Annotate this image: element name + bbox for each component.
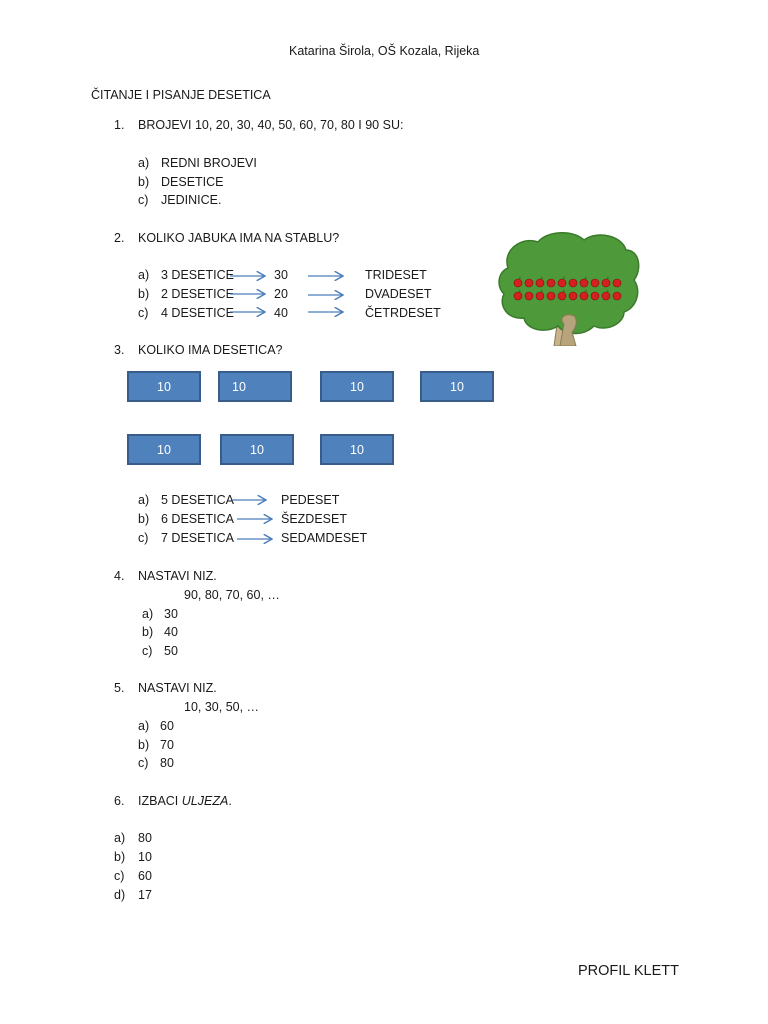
ten-box: 10 xyxy=(320,434,394,465)
q1-option-a-letter: a) xyxy=(138,156,150,170)
q6-option-d-letter: d) xyxy=(114,888,126,902)
q4-option-b-text: 40 xyxy=(164,625,178,639)
q6-option-a-letter: a) xyxy=(114,831,126,845)
page-header: Katarina Širola, OŠ Kozala, Rijeka xyxy=(289,44,480,58)
q5-option-a-letter: a) xyxy=(138,719,150,733)
ten-box: 10 xyxy=(220,434,294,465)
ten-box: 10 xyxy=(127,434,201,465)
q6-option-c-text: 60 xyxy=(138,869,152,883)
page-title: ČITANJE I PISANJE DESETICA xyxy=(91,88,271,102)
q4-option-b-letter: b) xyxy=(142,625,154,639)
q6-text-prefix: IZBACI xyxy=(138,794,182,808)
q2-row-a-number: 30 xyxy=(274,268,288,282)
q5-sequence: 10, 30, 50, … xyxy=(184,700,260,714)
q2-row-b-tens: 2 DESETICE xyxy=(161,287,234,301)
q3-row-b-word: ŠEZDESET xyxy=(281,512,347,526)
q6-option-a-text: 80 xyxy=(138,831,152,845)
q2-row-a-tens: 3 DESETICE xyxy=(161,268,234,282)
q3-row-c-letter: c) xyxy=(138,531,149,545)
q5-option-a-text: 60 xyxy=(160,719,174,733)
ten-box: 10 xyxy=(420,371,494,402)
q1-option-c-text: JEDINICE. xyxy=(161,193,222,207)
q3-row-a-tens: 5 DESETICA xyxy=(161,493,234,507)
q6-text-italic: ULJEZA xyxy=(181,794,229,808)
q3-number: 3. xyxy=(114,343,125,357)
q6-option-c-letter: c) xyxy=(114,869,125,883)
q3-row-c-word: SEDAMDESET xyxy=(281,531,368,545)
q1-number: 1. xyxy=(114,118,125,132)
q4-number: 4. xyxy=(114,569,125,583)
q1-option-a-text: REDNI BROJEVI xyxy=(161,156,257,170)
q2-row-c-tens: 4 DESETICE xyxy=(161,306,234,320)
q6-option-b-text: 10 xyxy=(138,850,152,864)
q5-option-c-text: 80 xyxy=(160,756,174,770)
q5-option-b-letter: b) xyxy=(138,738,150,752)
q2-row-b-number: 20 xyxy=(274,287,288,301)
q6-option-b-letter: b) xyxy=(114,850,126,864)
footer-publisher: PROFIL KLETT xyxy=(578,963,679,979)
q1-option-c-letter: c) xyxy=(138,193,149,207)
q5-option-c-letter: c) xyxy=(138,756,149,770)
q5-text: NASTAVI NIZ. xyxy=(138,681,217,695)
q2-row-b-letter: b) xyxy=(138,287,150,301)
q4-option-a-text: 30 xyxy=(164,607,178,621)
q6-number: 6. xyxy=(114,794,125,808)
q3-text: KOLIKO IMA DESETICA? xyxy=(138,343,283,357)
ten-box: 10 xyxy=(320,371,394,402)
q2-row-c-word: ČETRDESET xyxy=(365,306,441,320)
ten-box: 10 xyxy=(218,371,292,402)
q2-row-b-word: DVADESET xyxy=(365,287,432,301)
q5-number: 5. xyxy=(114,681,125,695)
q1-text: BROJEVI 10, 20, 30, 40, 50, 60, 70, 80 I 90 SU: xyxy=(138,118,404,132)
q4-sequence: 90, 80, 70, 60, … xyxy=(184,588,280,602)
q3-row-c-tens: 7 DESETICA xyxy=(161,531,234,545)
q1-option-b-letter: b) xyxy=(138,175,150,189)
q2-row-c-number: 40 xyxy=(274,306,288,320)
q3-row-b-letter: b) xyxy=(138,512,150,526)
q6-text xyxy=(138,794,232,809)
q4-text: NASTAVI NIZ. xyxy=(138,569,217,583)
q4-option-c-text: 50 xyxy=(164,644,178,658)
ten-box: 10 xyxy=(127,371,201,402)
q4-option-c-letter: c) xyxy=(142,644,153,658)
q3-row-b-tens: 6 DESETICA xyxy=(161,512,234,526)
q2-row-a-letter: a) xyxy=(138,268,150,282)
q2-number: 2. xyxy=(114,231,125,245)
q5-option-b-text: 70 xyxy=(160,738,174,752)
q1-option-b-text: DESETICE xyxy=(161,175,224,189)
q2-row-a-word: TRIDESET xyxy=(365,268,427,282)
q2-text: KOLIKO JABUKA IMA NA STABLU? xyxy=(138,231,340,245)
q4-option-a-letter: a) xyxy=(142,607,154,621)
q6-text-suffix: . xyxy=(228,794,232,808)
q3-row-a-letter: a) xyxy=(138,493,150,507)
q2-row-c-letter: c) xyxy=(138,306,149,320)
q3-row-a-word: PEDESET xyxy=(281,493,340,507)
q6-option-d-text: 17 xyxy=(138,888,152,902)
